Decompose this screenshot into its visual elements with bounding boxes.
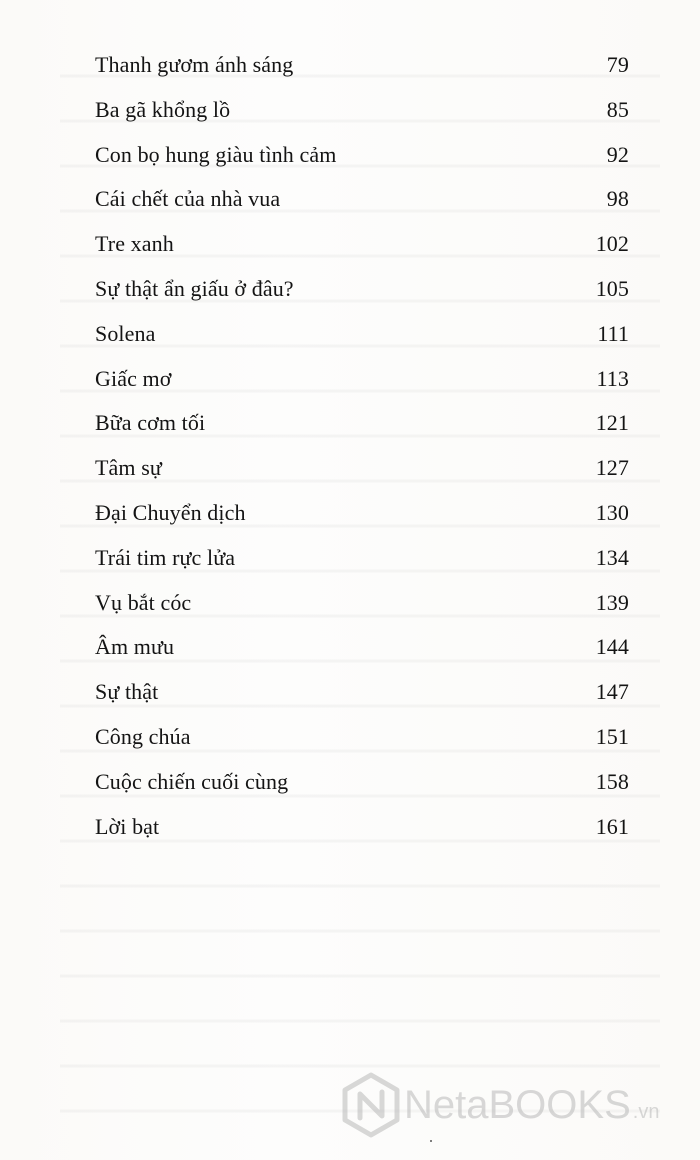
toc-entry-page-number: 151 bbox=[595, 723, 629, 749]
watermark-domain: .vn bbox=[632, 1101, 660, 1123]
toc-entry-title: Thanh gươm ánh sáng bbox=[95, 52, 294, 77]
toc-entry bbox=[95, 814, 629, 859]
toc-entry-page-number: 134 bbox=[595, 544, 629, 570]
toc-entry-title: Sự thật ẩn giấu ở đâu? bbox=[95, 275, 294, 301]
netabooks-hexagon-logo-icon bbox=[340, 1072, 402, 1138]
toc-entry-page-number: 147 bbox=[595, 679, 629, 705]
toc-entry-page-number: 121 bbox=[595, 410, 629, 436]
toc-entry-page-number: 102 bbox=[595, 231, 629, 257]
toc-entry bbox=[95, 724, 629, 769]
toc-entry-page-number: 127 bbox=[595, 455, 629, 481]
toc-entry bbox=[95, 186, 629, 231]
toc-entry-page-number: 144 bbox=[595, 634, 629, 660]
toc-entry bbox=[95, 679, 629, 724]
watermark-brand: NetaBOOKS bbox=[404, 1083, 631, 1127]
toc-entry bbox=[95, 321, 629, 366]
toc-entry-title: Âm mưu bbox=[95, 634, 175, 660]
toc-entry bbox=[95, 276, 629, 321]
toc-entry-page-number: 98 bbox=[606, 186, 629, 212]
toc-entry-page-number: 158 bbox=[595, 768, 629, 794]
toc-entry-title: Trái tim rực lửa bbox=[95, 544, 236, 570]
toc-entry bbox=[95, 500, 629, 545]
toc-entry-page-number: 161 bbox=[595, 813, 629, 839]
toc-entry-page-number: 79 bbox=[606, 52, 629, 77]
toc-entry-title: Ba gã khổng lồ bbox=[95, 96, 231, 122]
toc-entry-title: Cuộc chiến cuối cùng bbox=[95, 768, 289, 794]
toc-entry bbox=[95, 545, 629, 590]
toc-entry bbox=[95, 410, 629, 455]
toc-entry bbox=[95, 455, 629, 500]
toc-entry-title: Sự thật bbox=[95, 679, 159, 705]
toc-entry-title: Đại Chuyển dịch bbox=[95, 499, 246, 525]
toc-entry bbox=[95, 231, 629, 276]
toc-entry-title: Tre xanh bbox=[95, 231, 174, 257]
toc-entry-page-number: 105 bbox=[595, 275, 629, 301]
watermark bbox=[340, 1070, 680, 1140]
toc-entry bbox=[95, 634, 629, 679]
toc-entry-title: Tâm sự bbox=[95, 455, 162, 481]
toc-entry bbox=[95, 590, 629, 635]
table-of-contents bbox=[95, 52, 629, 858]
toc-entry bbox=[95, 52, 629, 97]
toc-entry-page-number: 139 bbox=[595, 589, 629, 615]
toc-entry-title: Công chúa bbox=[95, 723, 191, 749]
toc-entry-page-number: 85 bbox=[606, 96, 629, 122]
toc-entry-title: Giấc mơ bbox=[95, 365, 172, 391]
toc-entry-title: Con bọ hung giàu tình cảm bbox=[95, 141, 337, 167]
toc-entry-page-number: 113 bbox=[596, 365, 629, 391]
toc-entry-title: Bữa cơm tối bbox=[95, 410, 206, 436]
toc-entry bbox=[95, 366, 629, 411]
toc-entry-title: Lời bạt bbox=[95, 813, 160, 839]
toc-entry-page-number: 111 bbox=[597, 320, 629, 346]
toc-entry-page-number: 130 bbox=[595, 499, 629, 525]
toc-entry bbox=[95, 142, 629, 187]
toc-entry-title: Cái chết của nhà vua bbox=[95, 186, 281, 212]
toc-entry-title: Vụ bắt cóc bbox=[95, 589, 192, 615]
toc-entry bbox=[95, 97, 629, 142]
toc-entry bbox=[95, 769, 629, 814]
toc-entry-title: Solena bbox=[95, 320, 156, 346]
page-speck bbox=[430, 1140, 432, 1142]
toc-entry-page-number: 92 bbox=[606, 141, 629, 167]
